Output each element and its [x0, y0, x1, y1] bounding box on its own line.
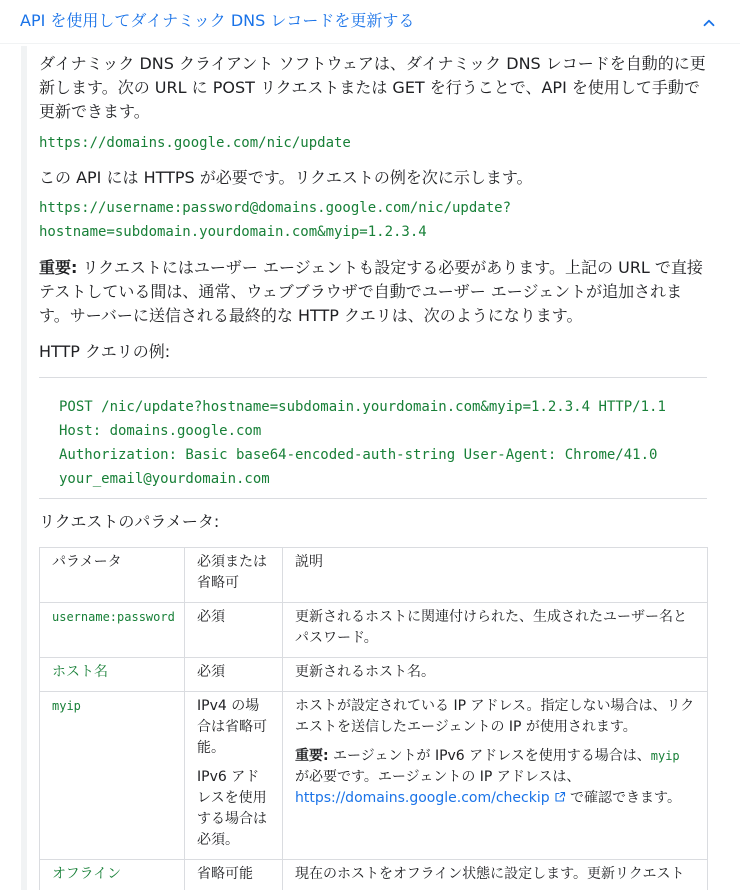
code-line-2: Host: domains.google.com	[59, 423, 262, 439]
checkip-link-text[interactable]: https://domains.google.com/checkip	[295, 790, 550, 806]
code-line-4: your_email@yourdomain.com	[59, 471, 270, 487]
chevron-up-icon[interactable]	[700, 14, 718, 32]
table-row	[40, 658, 708, 692]
important-line-2: テストしている間は、通常、ウェブブラウザで自動でユーザー エージェントが追加されま	[39, 282, 683, 301]
required-cell: 省略可能	[185, 860, 283, 890]
required-ipv4: IPv4 の場合は省略可能。	[197, 698, 267, 756]
intro-line-2: 新します。次の URL に POST リクエストまたは GET を行うことで、API を使用して手動で	[39, 78, 700, 97]
section-header[interactable]	[0, 0, 740, 44]
desc-cell	[283, 692, 708, 860]
content-indent-bar	[21, 46, 27, 890]
param-username-password: username:password	[52, 610, 175, 624]
example-url-line-1: https://username:password@domains.google.com/nic/update?	[39, 200, 512, 216]
myip-note	[295, 746, 695, 809]
required-ipv6: IPv6 アドレスを使用する場合は必須。	[197, 769, 267, 848]
table-row	[40, 860, 708, 890]
table-header-row	[40, 548, 708, 603]
important-paragraph	[39, 256, 709, 328]
intro-paragraph	[39, 52, 709, 124]
code-line-3: Authorization: Basic base64-encoded-auth-string User-Agent: Chrome/41.0	[59, 447, 658, 463]
params-table	[39, 547, 708, 890]
section-title[interactable]: API を使用してダイナミック DNS レコードを更新する	[20, 11, 415, 30]
param-myip: myip	[52, 699, 81, 713]
desc-cell: 更新されるホストに関連付けられた、生成されたユーザー名とパスワード。	[283, 603, 708, 658]
myip-note-label: 重要:	[295, 748, 329, 764]
update-url: https://domains.google.com/nic/update	[39, 135, 351, 151]
required-cell	[185, 692, 283, 860]
external-link-icon[interactable]	[554, 791, 566, 803]
header-desc: 説明	[283, 548, 708, 603]
header-param: パラメータ	[40, 548, 185, 603]
code-line-1: POST /nic/update?hostname=subdomain.yourdomain.com&myip=1.2.3.4 HTTP/1.1	[59, 399, 666, 415]
table-row	[40, 603, 708, 658]
https-note: この API には HTTPS が必要です。リクエストの例を次に示します。	[39, 168, 533, 187]
required-cell: 必須	[185, 658, 283, 692]
checkip-link[interactable]	[295, 790, 566, 806]
http-code-block	[39, 377, 707, 499]
required-cell: 必須	[185, 603, 283, 658]
myip-desc: ホストが設定されている IP アドレス。指定しない場合は、リクエストを送信したエージェントの IP が使用されます。	[295, 698, 695, 735]
param-offline: オフライン	[52, 866, 122, 882]
intro-line-3: 更新できます。	[39, 102, 150, 121]
param-hostname: ホスト名	[52, 664, 108, 680]
intro-line-1: ダイナミック DNS クライアント ソフトウェアは、ダイナミック DNS レコードを自動的に更	[39, 54, 706, 73]
important-label: 重要:	[39, 258, 78, 277]
header-required: 必須または省略可	[185, 548, 283, 603]
example-url-line-2: hostname=subdomain.yourdomain.com&myip=1.2.3.4	[39, 224, 427, 240]
params-label: リクエストのパラメータ:	[39, 512, 220, 531]
desc-cell: 更新されるホスト名。	[283, 658, 708, 692]
important-line-3: す。サーバーに送信される最終的な HTTP クエリは、次のようになります。	[39, 306, 583, 325]
myip-note-end: で確認できます。	[565, 790, 681, 806]
desc-cell: 現在のホストをオフライン状態に設定します。更新リクエスト	[283, 860, 708, 890]
myip-note-post: が必要です。エージェントの IP アドレスは、	[295, 769, 581, 785]
http-example-label: HTTP クエリの例:	[39, 342, 171, 361]
myip-note-pre: エージェントが IPv6 アドレスを使用する場合は、	[328, 748, 651, 764]
table-row	[40, 692, 708, 860]
important-line-1: リクエストにはユーザー エージェントも設定する必要があります。上記の URL で直接	[77, 258, 703, 277]
myip-note-code: myip	[650, 749, 680, 763]
